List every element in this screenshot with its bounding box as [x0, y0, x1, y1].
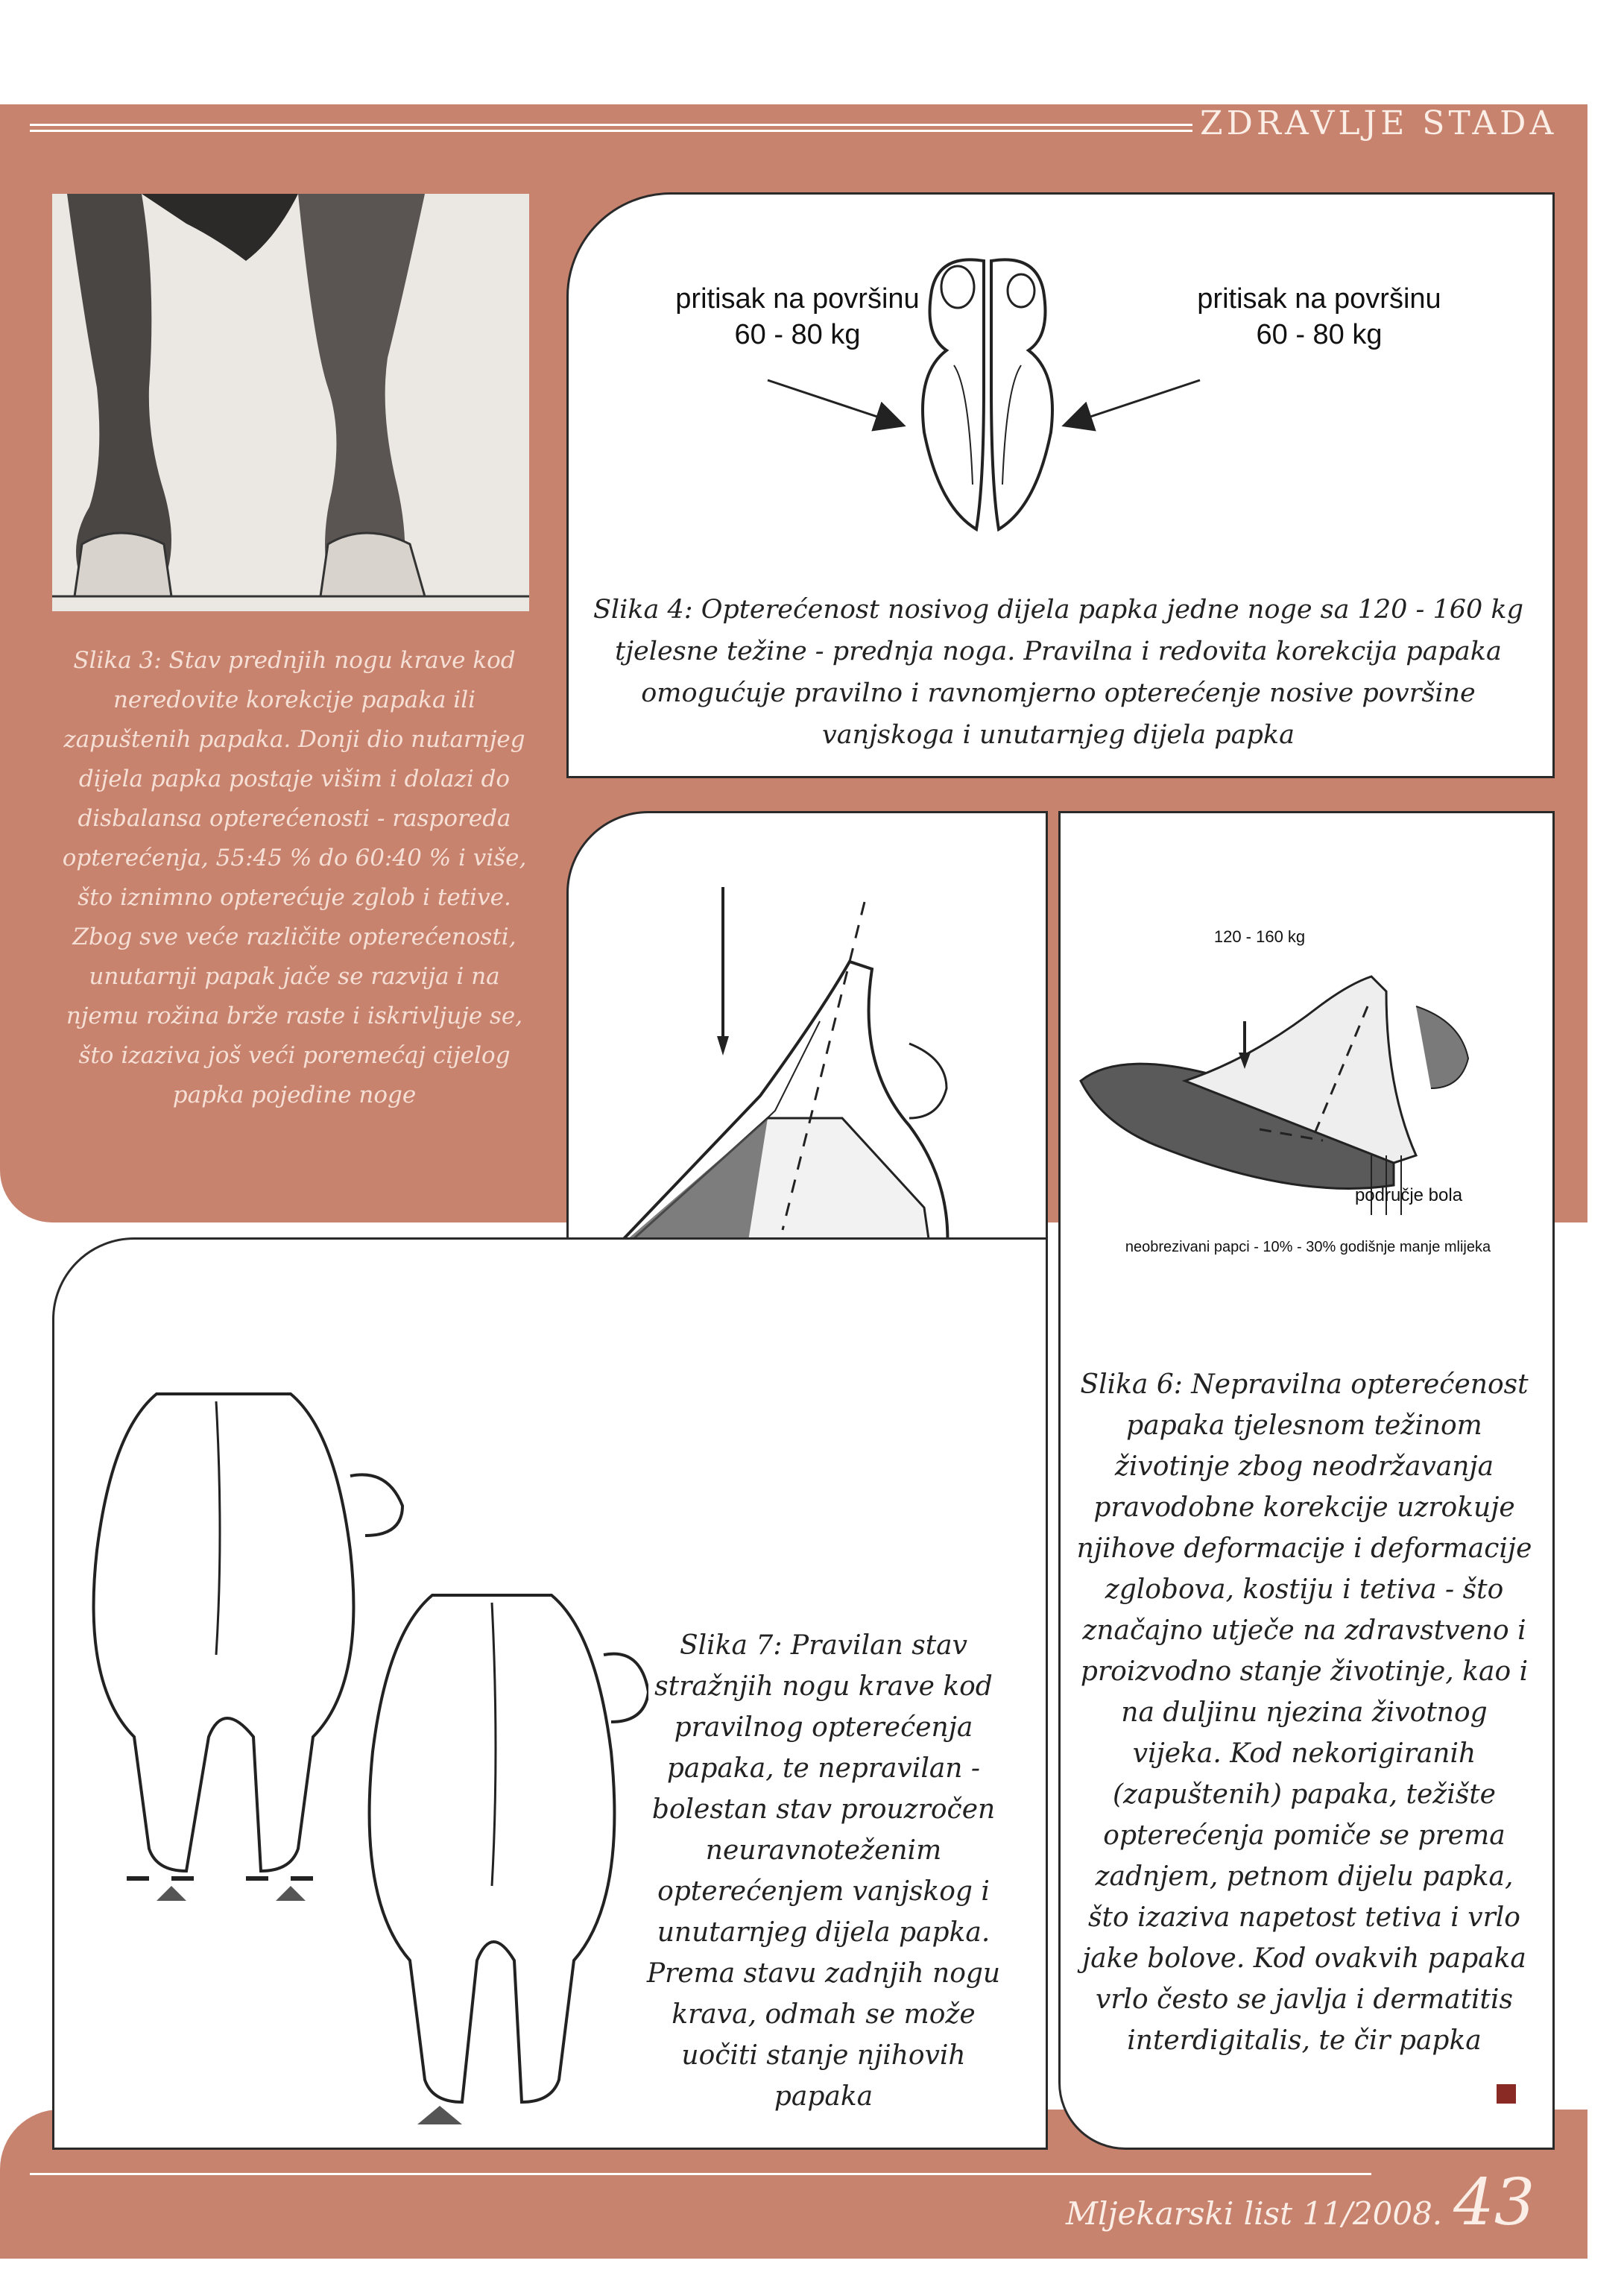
fig6-weight-label: 120 - 160 kg	[1213, 927, 1306, 946]
cow-rear-incorrect-illustration	[350, 1588, 648, 2124]
fig6-pain-label: područje bola	[1354, 1185, 1463, 1205]
fig6-note: neobrezivani papci - 10% - 30% godišnje manje mlijeka	[1125, 1239, 1491, 1255]
hoof-section-illustration	[596, 872, 1014, 1290]
page-number: 43	[1453, 2165, 1535, 2240]
fig6-caption: Slika 6: Nepravilna opterećenost papaka tjelesnom težinom životinje zbog neodržavanja pravodobne korekcije uzrokuje njihove deformacije i deformacije zglobova, kostiju i tetiva - što značajno utječe na zdravstveno i proizvodno stanje životinje, kao i na duljinu njezina životnog vijeka. Kod nekorigiranih (zapuštenih) papaka, težište opterećenja pomiče se prema zadnjem, petnom dijelu papka, što izaziva napetost tetiva i vrlo jake bolove. Kod ovakvih papaka vrlo često se javlja i dermatitis interdigitalis, te čir papka	[1076, 1369, 1532, 2056]
cow-front-legs-illustration	[52, 194, 529, 611]
footer-rule	[30, 2173, 1371, 2175]
article-end-mark	[1497, 2084, 1516, 2104]
fig7-caption: Slika 7: Pravilan stav stražnjih nogu krave kod pravilnog opterećenja papaka, te nepravilan - bolestan stav prouzročen neuravnoteženim opterećenjem vanjskog i unutarnjeg dijela papka. Prema stavu zadnjih nogu krava, odmah se može uočiti stanje njihovih papaka	[646, 1630, 1001, 2112]
fig4-left-value: 60 - 80 kg	[734, 319, 861, 350]
fig4-caption: Slika 4: Opterećenost nosivog dijela papka jedne noge sa 120 - 160 kg tjelesne težine - prednja noga. Pravilna i redovita korekcija papaka omogućuje pravilno i ravnomjerno opterećenje nosive površine vanjskoga i unutarnjeg dijela papka	[593, 595, 1524, 750]
header-rule	[30, 124, 1192, 126]
section-title: ZDRAVLJE STADA	[1200, 104, 1558, 142]
fig3-caption: Slika 3: Stav prednjih nogu krave kod neredovite korekcije papaka ili zapuštenih papaka. Donji dio nutarnjeg dijela papka postaje višim i dolazi do disbalansa opterećenosti - rasporeda opterećenja, 55:45 % do 60:40 % i više, što iznimno opterećuje zglob i tetive. Zbog sve veće različite opterećenosti, unutarnji papak jače se razvija i na njemu rožina brže raste i iskrivljuje se, što izaziva još veći poremećaj cijelog papka pojedine noge	[62, 647, 527, 1108]
header-rule	[30, 130, 1192, 132]
footer-journal: Mljekarski list 11/2008.	[1066, 2195, 1443, 2232]
hoof-sole-illustration	[753, 239, 1215, 552]
fig4-left-label: pritisak na površinu	[675, 283, 920, 315]
fig4-right-label: pritisak na površinu	[1197, 283, 1441, 315]
fig3-photo	[52, 194, 529, 611]
fig4-right-value: 60 - 80 kg	[1256, 319, 1383, 350]
